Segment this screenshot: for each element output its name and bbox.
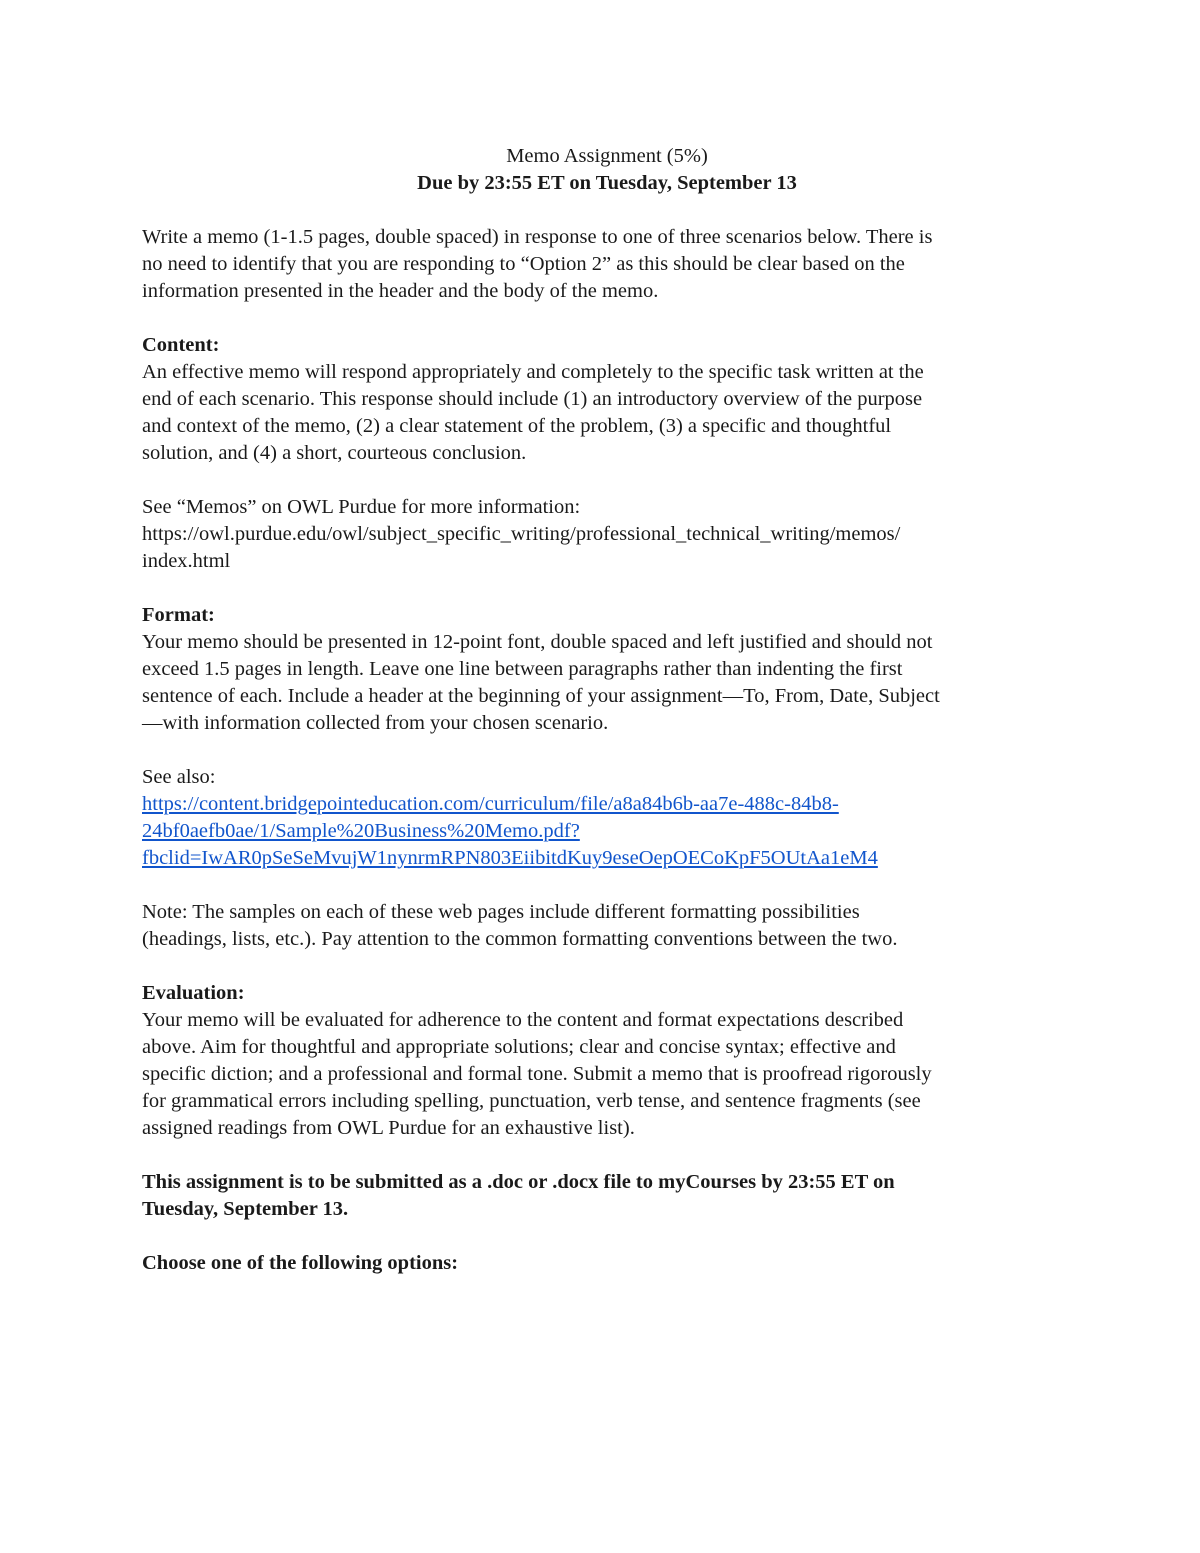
- content-paragraph: [142, 359, 1072, 467]
- format-paragraph: [142, 629, 1072, 737]
- owl-paragraph: [142, 494, 1072, 575]
- format-line: —with information collected from your chosen scenario.: [142, 712, 609, 734]
- evaluation-paragraph: [142, 1007, 1072, 1142]
- note-line: (headings, lists, etc.). Pay attention to the common formatting conventions between the two.: [142, 928, 898, 950]
- see-also-paragraph: [142, 764, 1072, 872]
- note-paragraph: [142, 899, 1072, 953]
- evaluation-line: assigned readings from OWL Purdue for an exhaustive list).: [142, 1117, 635, 1139]
- intro-line: information presented in the header and the body of the memo.: [142, 280, 659, 302]
- sample-memo-link-line[interactable]: 24bf0aefb0ae/1/Sample%20Business%20Memo.pdf?: [142, 820, 580, 842]
- content-line: An effective memo will respond appropriately and completely to the specific task written at the: [142, 361, 924, 383]
- intro-paragraph: [142, 224, 1072, 305]
- content-line: solution, and (4) a short, courteous conclusion.: [142, 442, 527, 464]
- submission-line: This assignment is to be submitted as a .doc or .docx file to myCourses by 23:55 ET on: [142, 1171, 895, 1193]
- intro-line: Write a memo (1-1.5 pages, double spaced) in response to one of three scenarios below. There is: [142, 226, 933, 248]
- evaluation-line: specific diction; and a professional and formal tone. Submit a memo that is proofread rigorously: [142, 1063, 932, 1085]
- intro-line: no need to identify that you are responding to “Option 2” as this should be clear based on the: [142, 253, 905, 275]
- document-page: [142, 143, 1072, 1277]
- format-line: sentence of each. Include a header at the beginning of your assignment—To, From, Date, Subject: [142, 685, 940, 707]
- format-line: exceed 1.5 pages in length. Leave one line between paragraphs rather than indenting the first: [142, 658, 903, 680]
- evaluation-heading: Evaluation:: [142, 982, 245, 1004]
- document-title: Memo Assignment (5%): [506, 145, 708, 167]
- choose-options-heading: Choose one of the following options:: [142, 1252, 459, 1274]
- sample-memo-link-line[interactable]: fbclid=IwAR0pSeSeMvujW1nynrmRPN803EiibitdKuy9eseOepOECoKpF5OUtAa1eM4: [142, 847, 878, 869]
- see-also-label: See also:: [142, 766, 216, 788]
- evaluation-line: Your memo will be evaluated for adherence to the content and format expectations described: [142, 1009, 904, 1031]
- due-date-heading: Due by 23:55 ET on Tuesday, September 13: [417, 172, 797, 194]
- owl-url: index.html: [142, 550, 231, 572]
- format-line: Your memo should be presented in 12-point font, double spaced and left justified and should not: [142, 631, 933, 653]
- submission-paragraph: [142, 1169, 1072, 1223]
- submission-line: Tuesday, September 13.: [142, 1198, 349, 1220]
- sample-memo-link[interactable]: [142, 791, 1072, 872]
- content-heading: Content:: [142, 334, 220, 356]
- content-line: and context of the memo, (2) a clear statement of the problem, (3) a specific and thoughtful: [142, 415, 892, 437]
- content-line: end of each scenario. This response should include (1) an introductory overview of the purpose: [142, 388, 923, 410]
- owl-url: https://owl.purdue.edu/owl/subject_specific_writing/professional_technical_writing/memos/: [142, 523, 901, 545]
- format-heading: Format:: [142, 604, 215, 626]
- evaluation-line: above. Aim for thoughtful and appropriate solutions; clear and concise syntax; effective and: [142, 1036, 896, 1058]
- evaluation-line: for grammatical errors including spelling, punctuation, verb tense, and sentence fragments (see: [142, 1090, 921, 1112]
- owl-line: See “Memos” on OWL Purdue for more information:: [142, 496, 581, 518]
- note-line: Note: The samples on each of these web pages include different formatting possibilities: [142, 901, 860, 923]
- sample-memo-link-line[interactable]: https://content.bridgepointeducation.com/curriculum/file/a8a84b6b-aa7e-488c-84b8-: [142, 793, 839, 815]
